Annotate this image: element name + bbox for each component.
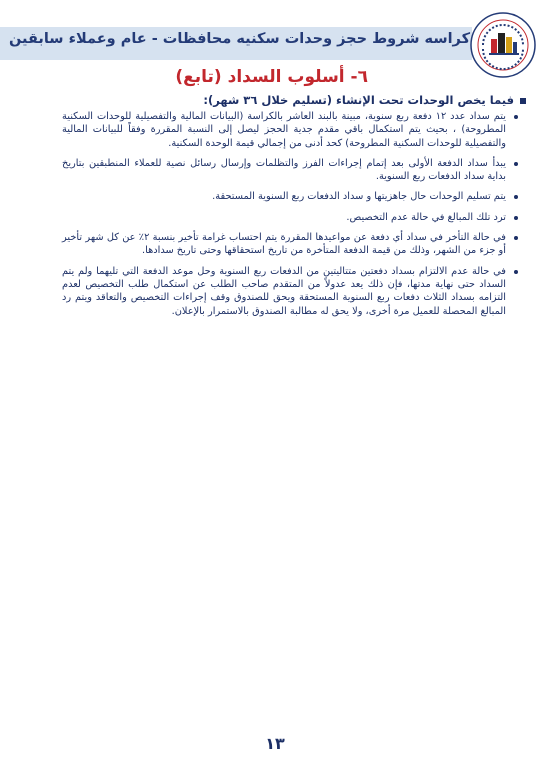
logo bbox=[469, 11, 537, 79]
square-bullet-icon bbox=[520, 98, 526, 104]
bullet-dot-icon bbox=[514, 115, 518, 119]
list-item-text: يتم تسليم الوحدات حال جاهزيتها و سداد الدفعات ربع السنوية المستحقة. bbox=[212, 191, 506, 203]
bullet-dot-icon bbox=[514, 236, 518, 240]
bullet-dot-icon bbox=[514, 195, 518, 199]
list-item bbox=[62, 231, 518, 258]
list-item-text: يتم سداد عدد ١٢ دفعة ربع سنوية، مبينة بالبند العاشر بالكراسة (البيانات المالية والتفصيلية للوحدات السكنية المطروحة) ، بحيث يتم استكمال باقي مقدم جدية الحجز ليصل إلى النسبة المقررة وفقاً للبيانات المالية والتفصيلية للوحدات السكنية المطروحة) كحد أدنى من إجمالي قيمة الوحدة السكنية. bbox=[62, 111, 506, 149]
bullet-dot-icon bbox=[514, 216, 518, 220]
section-title: ٦- أسلوب السداد (تابع) bbox=[175, 67, 368, 87]
list-item bbox=[62, 265, 518, 318]
list-item-text: يبدأ سداد الدفعة الأولى بعد إتمام إجراءات الفرز والتظلمات وإرسال رسائل نصية للعملاء المنطبقين بتاريخ بداية سداد الدفعات ربع السنوية. bbox=[62, 157, 506, 183]
page-number: ١٣ bbox=[265, 734, 285, 753]
list-item-text: ترد تلك المبالغ في حالة عدم التخصيص. bbox=[346, 211, 506, 223]
header-title: كراسه شروط حجز وحدات سكنيه محافظات - عام وعملاء سابقين bbox=[9, 31, 470, 47]
bullet-dot-icon bbox=[514, 270, 518, 274]
list-item-text: في حالة عدم الالتزام بسداد دفعتين متتاليتين من الدفعات ربع السنوية وحل موعد الدفعة التي تليهما ولم يتم السداد حتى نهاية مدتها، فإن ذلك يعد عدولاً من المتقدم صاحب الطلب عن استكمال طلب التخصيص لعدم التزامه بسداد الثلاث دفعات ربع السنوية المستحقة ويحق للصندوق وقف إجراءات التخصيص والتعاقد ويتم رد المبالغ المحصلة للعميل مرة أخرى، ولا يحق له مطالبة الصندوق بالاستمرار بالإعلان. bbox=[62, 265, 506, 317]
bullet-dot-icon bbox=[514, 162, 518, 166]
subheading bbox=[96, 93, 526, 107]
list-item bbox=[62, 110, 518, 150]
bullet-list bbox=[62, 110, 518, 325]
list-item bbox=[62, 190, 518, 203]
subheading-text: فيما يخص الوحدات تحت الإنشاء (تسليم خلال ٣٦ شهر): bbox=[203, 93, 514, 107]
list-item-text: في حالة التأخر في سداد أي دفعة عن مواعيدها المقررة يتم احتساب غرامة تأخير بنسبة ٢٪ عن كل شهر تأخير أو جزء من الشهر، وذلك من قيمة الدفعة المتأخرة من تاريخ استحقاقها وحتى تاريخ سدادها. bbox=[62, 232, 506, 257]
list-item bbox=[62, 157, 518, 184]
list-item bbox=[62, 211, 518, 224]
